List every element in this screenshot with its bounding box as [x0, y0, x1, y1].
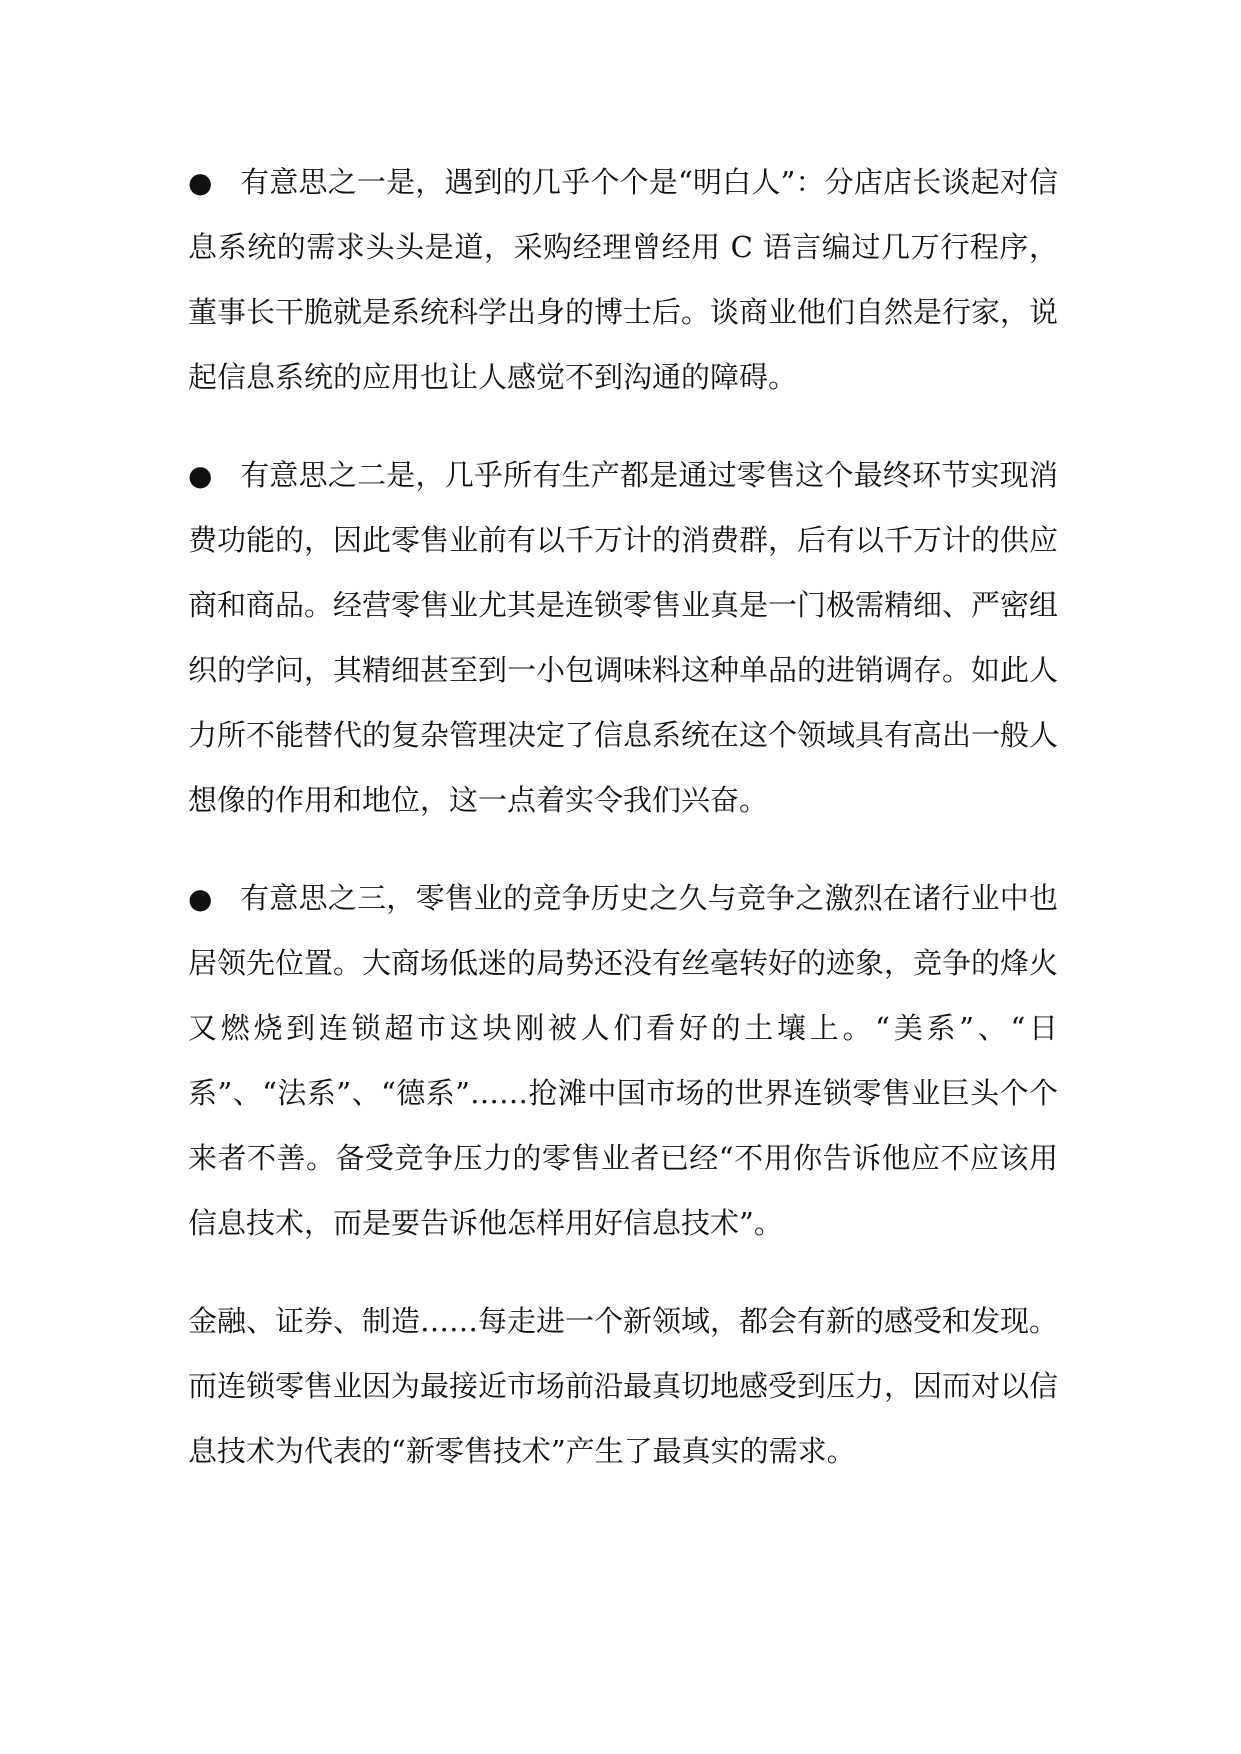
bullet-icon: ●: [188, 459, 213, 492]
bullet-icon: ●: [188, 166, 213, 199]
paragraph-2: [188, 443, 1058, 833]
paragraph-text: 有意思之三，零售业的竞争历史之久与竞争之激烈在诸行业中也居领先位置。大商场低迷的局势还没有丝毫转好的迹象，竞争的烽火又燃烧到连锁超市这块刚被人们看好的土壤上。“美系”、“日系”、“法系”、“德系”……抢滩中国市场的世界连锁零售业巨头个个来者不善。备受竞争压力的零售业者已经“不用你告诉他应不应该用信息技术，而是要告诉他怎样用好信息技术”。: [188, 881, 1059, 1240]
paragraph-4: [188, 1289, 1058, 1484]
paragraph-text: 有意思之一是，遇到的几乎个个是“明白人”：分店店长谈起对信息系统的需求头头是道，采购经理曾经用 C 语言编过几万行程序，董事长干脆就是系统科学出身的博士后。谈商业他们自然是行家，说起信息系统的应用也让人感觉不到沟通的障碍。: [188, 165, 1059, 394]
paragraph-text: 有意思之二是，几乎所有生产都是通过零售这个最终环节实现消费功能的，因此零售业前有以千万计的消费群，后有以千万计的供应商和商品。经营零售业尤其是连锁零售业真是一门极需精细、严密组织的学问，其精细甚至到一小包调味料这种单品的进销调存。如此人力所不能替代的复杂管理决定了信息系统在这个领域具有高出一般人想像的作用和地位，这一点着实令我们兴奋。: [188, 458, 1059, 817]
paragraph-1: [188, 150, 1058, 410]
paragraph-3: [188, 866, 1058, 1256]
bullet-icon: ●: [188, 882, 213, 915]
paragraph-text: 金融、证券、制造……每走进一个新领域，都会有新的感受和发现。而连锁零售业因为最接近市场前沿最真切地感受到压力，因而对以信息技术为代表的“新零售技术”产生了最真实的需求。: [188, 1304, 1059, 1468]
document-page: [188, 150, 1058, 1517]
